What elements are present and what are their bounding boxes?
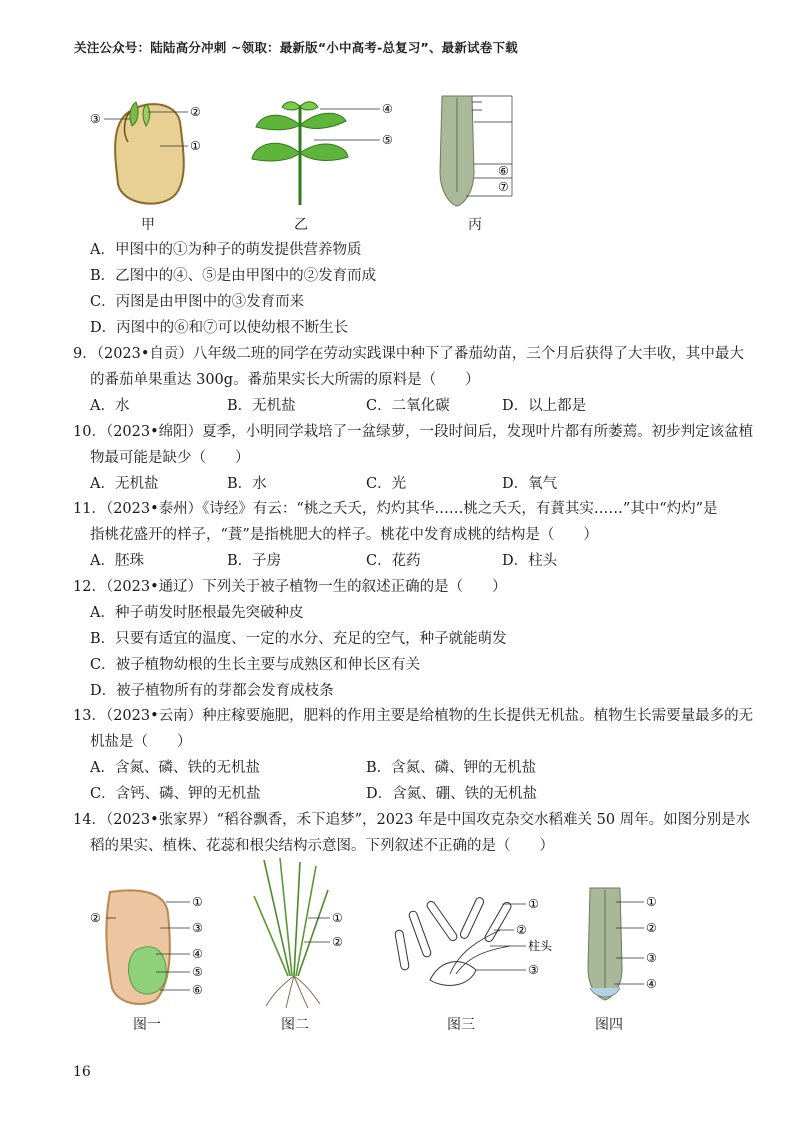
- figure-seedling-yi: [250, 95, 410, 207]
- q11-option-b: B．子房: [227, 553, 282, 569]
- label-fig1-3: ③: [192, 921, 203, 935]
- q10-line-2: 物最可能是缺少（ ）: [90, 450, 250, 466]
- figure-rice-fruit: [86, 884, 216, 1010]
- q8-option-c: C．丙图是由甲图中的③发育而来: [90, 294, 305, 310]
- q13-line-1: 13．（2023•云南）种庄稼要施肥，肥料的作用主要是给植物的生长提供无机盐。植物生长需要量最多的无: [73, 708, 754, 724]
- page-header: 关注公众号：陆陆高分冲刺 ~领取：最新版“小中高考-总复习”、最新试卷下载: [74, 40, 518, 55]
- q8-option-d: D．丙图中的⑥和⑦可以使幼根不断生长: [90, 320, 349, 336]
- label-fig1-1: ①: [192, 895, 203, 909]
- label-fig1-2: ②: [90, 911, 101, 925]
- label-fig4-1: ①: [646, 895, 657, 909]
- label-jia-3: ③: [90, 112, 101, 126]
- q12-option-b: B．只要有适宜的温度、一定的水分、充足的空气，种子就能萌发: [90, 631, 507, 647]
- caption-jia: 甲: [141, 217, 155, 233]
- label-bing-7: ⑦: [498, 180, 509, 194]
- q9-option-a: A．水: [90, 398, 130, 414]
- label-fig3-stigma: 柱头: [528, 939, 553, 953]
- label-fig2-1: ①: [332, 911, 343, 925]
- label-bing-6: ⑥: [498, 164, 509, 178]
- label-fig1-4: ④: [192, 947, 203, 961]
- label-fig4-3: ③: [646, 951, 657, 965]
- q10-option-d: D．氧气: [502, 476, 558, 492]
- label-fig3-2: ②: [516, 923, 527, 937]
- q14-line-2: 稻的果实、植株、花蕊和根尖结构示意图。下列叙述不正确的是（ ）: [90, 838, 554, 854]
- caption-yi: 乙: [294, 217, 308, 233]
- q11-line-1: 11．（2023•泰州）《诗经》有云：“桃之夭夭，灼灼其华……桃之夭夭，有蕡其实……”其中“灼灼”是: [73, 501, 718, 517]
- q10-option-c: C．光: [366, 476, 407, 492]
- label-fig4-4: ④: [646, 977, 657, 991]
- q12-option-a: A．种子萌发时胚根最先突破种皮: [90, 605, 304, 621]
- figure-rice-stamen-pistil: [390, 890, 570, 1000]
- label-fig3-3: ③: [528, 963, 539, 977]
- figure-rice-plant: [250, 856, 360, 1010]
- q10-option-b: B．水: [227, 476, 267, 492]
- label-fig2-2: ②: [332, 935, 343, 949]
- q9-option-b: B．无机盐: [227, 398, 296, 414]
- label-yi-5: ⑤: [382, 133, 393, 147]
- q11-option-a: A．胚珠: [90, 553, 144, 569]
- q12-option-c: C．被子植物幼根的生长主要与成熟区和伸长区有关: [90, 657, 421, 673]
- q13-option-d: D．含氮、硼、铁的无机盐: [366, 786, 538, 802]
- q10-line-1: 10．（2023•绵阳）夏季，小明同学栽培了一盆绿萝，一段时间后，发现叶片都有所萎蔫。初步判定该盆植: [73, 424, 754, 440]
- label-jia-1: ①: [190, 139, 201, 153]
- q12-line-1: 12．（2023•通辽）下列关于被子植物一生的叙述正确的是（ ）: [73, 579, 507, 595]
- q9-line-1: 9．（2023•自贡）八年级二班的同学在劳动实践课中种下了番茄幼苗，三个月后获得了大丰收，其中最大: [73, 346, 744, 362]
- q8-option-b: B．乙图中的④、⑤是由甲图中的②发育而成: [90, 268, 377, 284]
- q11-option-c: C．花药: [366, 553, 421, 569]
- label-fig3-1: ①: [528, 897, 539, 911]
- caption-fig1: 图一: [133, 1017, 161, 1033]
- q9-option-d: D．以上都是: [502, 398, 587, 414]
- q10-option-a: A．无机盐: [90, 476, 159, 492]
- q8-option-a: A．甲图中的①为种子的萌发提供营养物质: [90, 242, 362, 258]
- caption-fig2: 图二: [281, 1017, 309, 1033]
- caption-fig3: 图三: [447, 1017, 475, 1033]
- caption-bing: 丙: [468, 217, 482, 233]
- q9-line-2: 的番茄单果重达 300g。番茄果实长大所需的原料是（ ）: [90, 372, 480, 388]
- q14-line-1: 14．（2023•张家界）“稻谷飘香，禾下追梦”，2023 年是中国攻克杂交水稻难关 50 周年。如图分别是水: [73, 812, 751, 828]
- q13-option-b: B．含氮、磷、钾的无机盐: [366, 760, 537, 776]
- q13-line-2: 机盐是（ ）: [90, 734, 192, 750]
- q11-line-2: 指桃花盛开的样子，“蕡”是指桃肥大的样子。桃花中发育成桃的结构是（ ）: [90, 527, 598, 543]
- label-jia-2: ②: [190, 105, 201, 119]
- figure-rice-root-tip: [580, 884, 680, 1008]
- q12-option-d: D．被子植物所有的芽都会发育成枝条: [90, 683, 334, 699]
- label-fig4-2: ②: [646, 921, 657, 935]
- figure-seed-jia: [88, 92, 218, 214]
- page-number: 16: [73, 1064, 91, 1080]
- figure-root-tip-bing: [430, 92, 530, 214]
- label-fig1-5: ⑤: [192, 965, 203, 979]
- label-fig1-6: ⑥: [192, 983, 203, 997]
- q13-option-a: A．含氮、磷、铁的无机盐: [90, 760, 260, 776]
- q11-option-d: D．柱头: [502, 553, 558, 569]
- label-yi-4: ④: [382, 102, 393, 116]
- caption-fig4: 图四: [595, 1017, 623, 1033]
- q13-option-c: C．含钙、磷、钾的无机盐: [90, 786, 261, 802]
- q9-option-c: C．二氧化碳: [366, 398, 450, 414]
